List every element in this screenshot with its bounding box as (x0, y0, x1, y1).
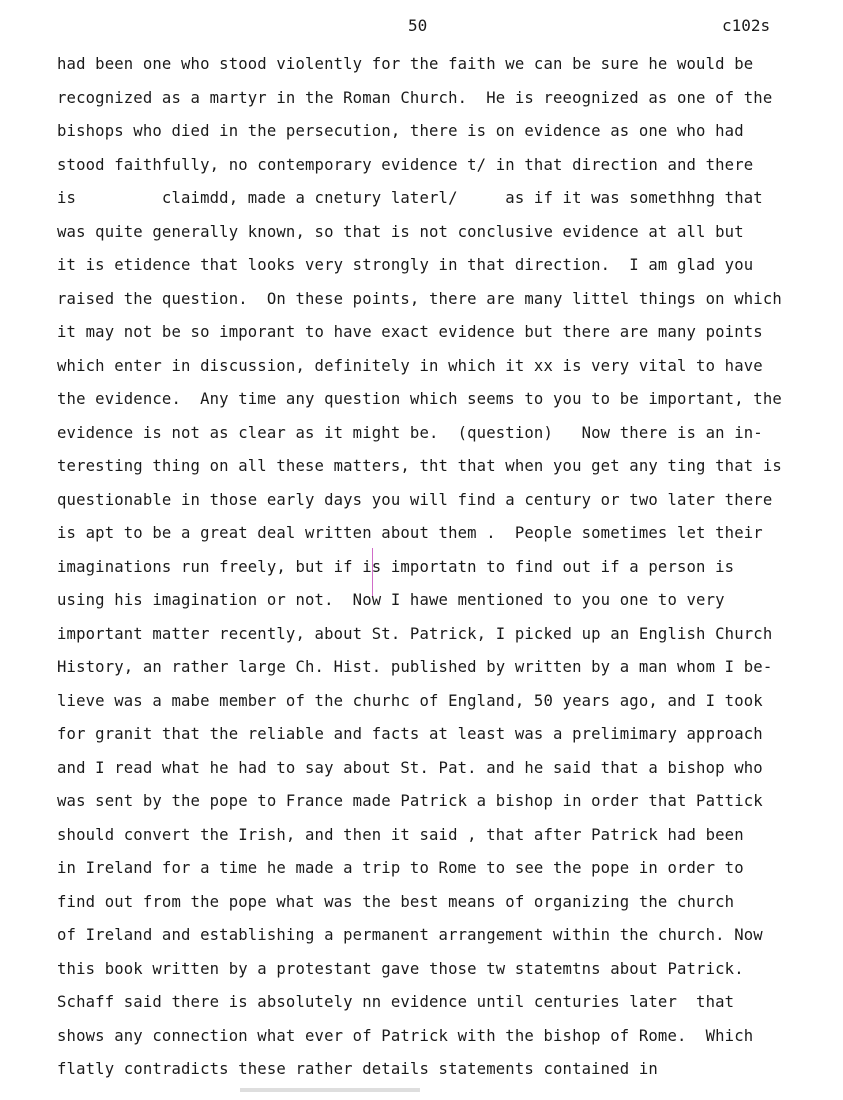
text-line: should convert the Irish, and then it said , that after Patrick had been (57, 825, 744, 844)
text-line: was quite generally known, so that is not conclusive evidence at all but (57, 222, 744, 241)
text-line: imaginations run freely, but if is importatn to find out if a person is (57, 557, 735, 576)
text-line: Schaff said there is absolutely nn evidence until centuries later that (57, 993, 735, 1011)
text-line: it is etidence that looks very strongly in that direction. I am glad you (57, 256, 754, 274)
text-line: recognized as a martyr in the Roman Church. He is reeognized as one of the (57, 88, 773, 107)
text-line: had been one who stood violently for the faith we can be sure he would be (57, 55, 754, 73)
text-line: and I read what he had to say about St. Pat. and he said that a bishop who (57, 758, 763, 777)
text-line: lieve was a mabe member of the churhc of England, 50 years ago, and I took (57, 691, 763, 710)
text-line: for granit that the reliable and facts at least was a prelimimary approach (57, 725, 763, 743)
text-line: bishops who died in the persecution, there is on evidence as one who had (57, 122, 744, 140)
page-number: 50 (408, 16, 428, 35)
text-line: which enter in discussion, definitely in which it xx is very vital to have (57, 356, 763, 375)
text-line: History, an rather large Ch. Hist. published by written by a man whom I be- (57, 658, 773, 676)
text-line: flatly contradicts these rather details statements contained in (57, 1060, 658, 1078)
text-line: questionable in those early days you will find a century or two later there (57, 490, 773, 509)
text-line: using his imagination or not. Now I hawe mentioned to you one to very (57, 591, 725, 609)
document-id: c102s (722, 16, 771, 35)
text-line: raised the question. On these points, there are many littel things on which (57, 289, 782, 308)
text-line: is claimdd, made a cnetury laterl/ as if it was somethhng that (57, 189, 763, 207)
text-line: important matter recently, about St. Patrick, I picked up an English Church (57, 624, 773, 643)
text-line: stood faithfully, no contemporary evidence t/ in that direction and there (57, 155, 754, 174)
text-line: in Ireland for a time he made a trip to Rome to see the pope in order to (57, 859, 744, 877)
text-line: was sent by the pope to France made Patrick a bishop in order that Pattick (57, 792, 763, 810)
text-line: is apt to be a great deal written about them . People sometimes let their (57, 524, 763, 542)
text-line: teresting thing on all these matters, tht that when you get any ting that is (57, 457, 782, 475)
text-line: it may not be so imporant to have exact evidence but there are many points (57, 323, 763, 341)
text-line: evidence is not as clear as it might be. (question) Now there is an in- (57, 423, 763, 442)
text-line: this book written by a protestant gave those tw statemtns about Patrick. (57, 959, 744, 978)
text-line: find out from the pope what was the best means of organizing the church (57, 892, 735, 911)
text-line: the evidence. Any time any question which seems to you to be important, the (57, 390, 782, 408)
scan-smudge (240, 1088, 420, 1092)
typed-text-body (57, 48, 832, 1078)
text-line: of Ireland and establishing a permanent arrangement within the church. Now (57, 926, 763, 944)
text-line: shows any connection what ever of Patrick with the bishop of Rome. Which (57, 1026, 754, 1045)
